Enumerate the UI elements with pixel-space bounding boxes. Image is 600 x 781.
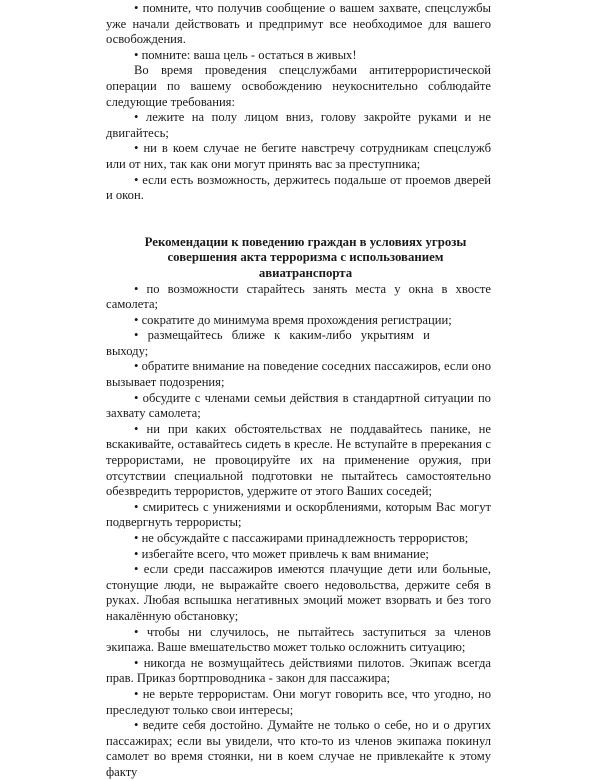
section-title <box>106 235 491 282</box>
list-item: • по возможности старайтесь занять места у окна в хвосте самолета; <box>106 282 491 313</box>
intro-bullet: • помните: ваша цель - остаться в живых! <box>106 48 491 64</box>
intro-paragraph: Во время проведения спецслужбами антитеррористической операции по вашему освобождению неукоснительно соблюдайте следующие требования: <box>106 63 491 109</box>
intro-bullet: • если есть возможность, держитесь подальше от проемов дверей и окон. <box>106 173 491 204</box>
intro-bullet: • лежите на полу лицом вниз, голову закройте руками и не двигайтесь; <box>106 110 491 141</box>
section-spacer <box>106 204 491 235</box>
list-item: • сократите до минимума время прохождения регистрации; <box>106 313 491 329</box>
list-item: • смиритесь с унижениями и оскорблениями, которым Вас могут подвергнуть террористы; <box>106 500 491 531</box>
list-item: • обсудите с членами семьи действия в стандартной ситуации по захвату самолета; <box>106 391 491 422</box>
intro-bullet: • помните, что получив сообщение о вашем захвате, спецслужбы уже начали действовать и предпримут все необходимое для вашего освобождения. <box>106 1 491 48</box>
section-title-line1: Рекомендации к поведению граждан в условиях угрозы <box>144 234 467 249</box>
intro-bullet: • ни в коем случае не бегите навстречу сотрудникам спецслужб или от них, так как они могут принять вас за преступника; <box>106 141 491 172</box>
list-item: • чтобы ни случилось, не пытайтесь заступиться за членов экипажа. Ваше вмешательство может только осложнить ситуацию; <box>106 625 491 656</box>
list-item: • размещайтесь ближе к каким-либо укрытиям и <box>106 328 491 344</box>
section-title-line2: совершения акта терроризма с использованием авиатранспорта <box>167 250 444 280</box>
list-item: • ни при каких обстоятельствах не поддавайтесь панике, не вскакивайте, оставайтесь сидеть в кресле. Не вступайте в пререкания с террористами, не провоцируйте их на применение оружия, при отсутствии специальной подготовки не пытайтесь самостоятельно обезвредить террористов, удержите от этого Ваших соседей; <box>106 422 491 500</box>
list-item-continuation: выходу; <box>106 343 149 358</box>
list-item: • если среди пассажиров имеются плачущие дети или больные, стонущие люди, не выражайте своего недовольства, держите себя в руках. Любая вспышка негативных эмоций может взорвать и без того накалённую обстановку; <box>106 562 491 624</box>
list-item: • ведите себя достойно. Думайте не только о себе, но и о других пассажирах; если вы увидели, что кто-то из членов экипажа покинул самолет во время стоянки, ни в коем случае не привлекайте к этому факту <box>106 718 491 780</box>
list-item: • не обсуждайте с пассажирами принадлежность террористов; <box>106 531 491 547</box>
list-item: • обратите внимание на поведение соседних пассажиров, если оно вызывает подозрения; <box>106 359 491 390</box>
list-item: • никогда не возмущайтесь действиями пилотов. Экипаж всегда прав. Приказ бортпроводника - закон для пассажира; <box>106 656 491 687</box>
list-item: • избегайте всего, что может привлечь к вам внимание; <box>106 547 491 563</box>
document-page <box>106 1 491 781</box>
list-item: • не верьте террористам. Они могут говорить все, что угодно, но преследуют только свои интересы; <box>106 687 491 718</box>
